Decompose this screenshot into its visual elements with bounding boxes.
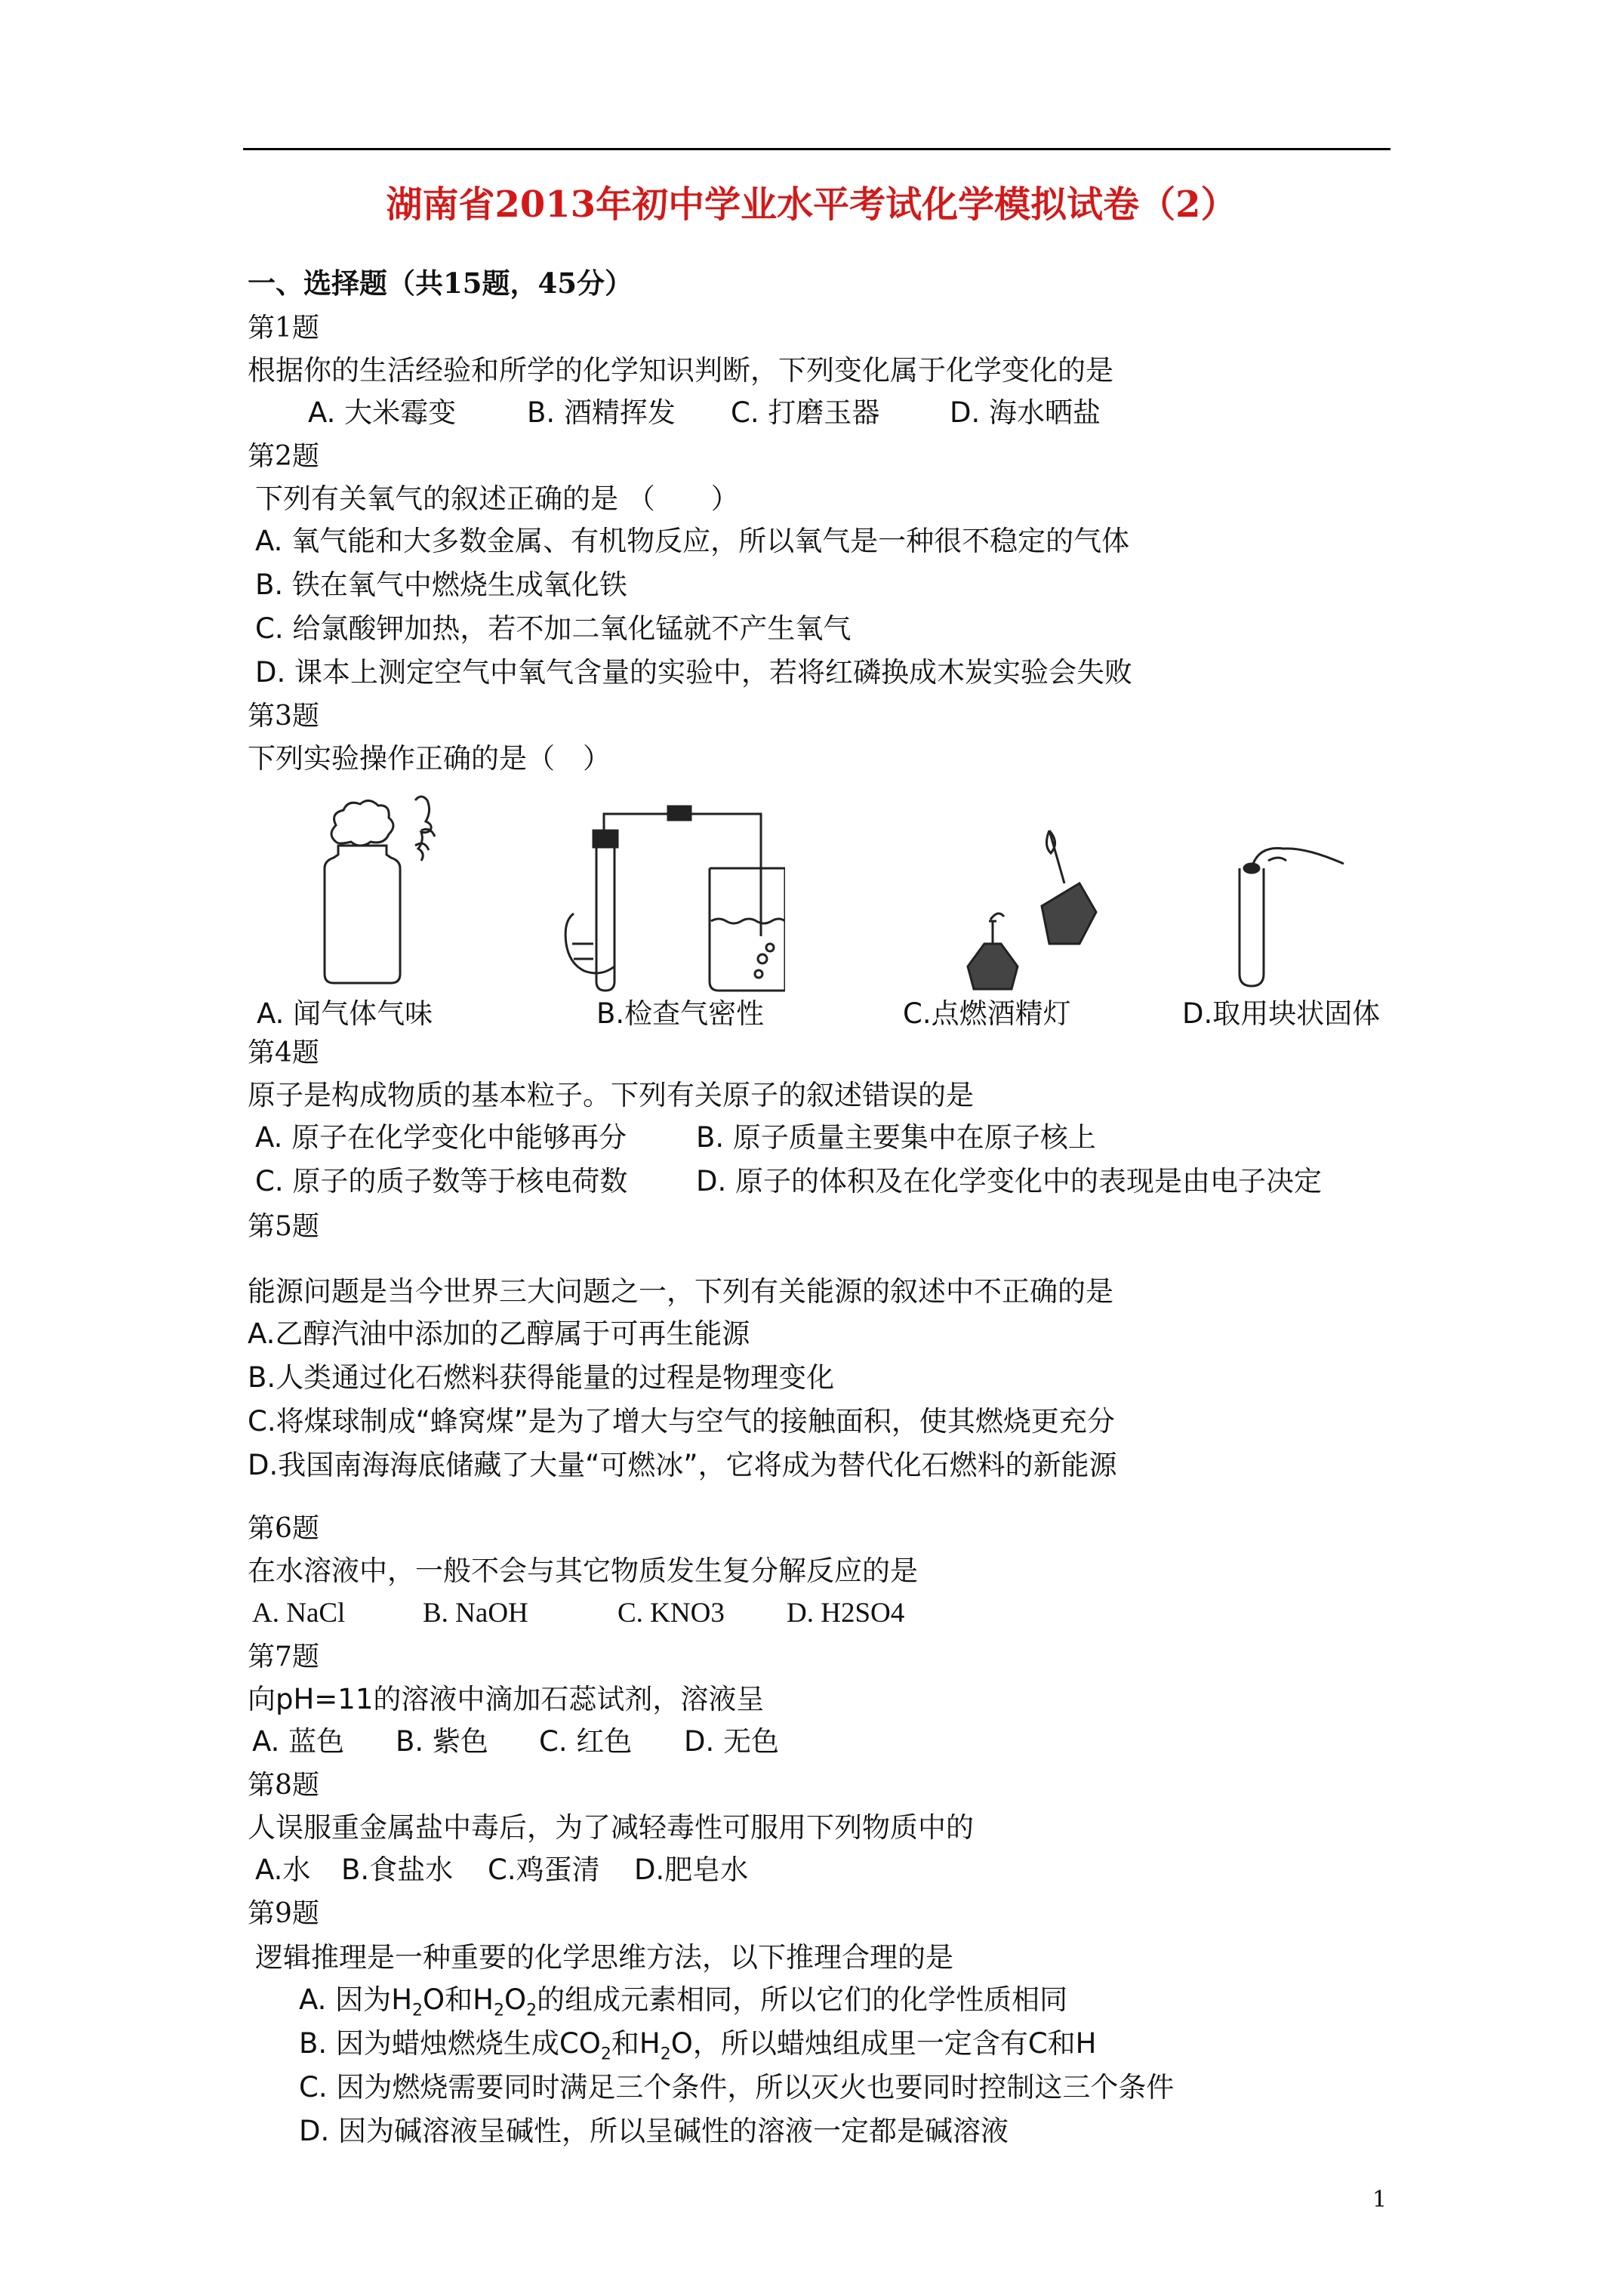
question-label: 第1题: [248, 313, 319, 344]
option: A.水: [255, 1854, 311, 1886]
option: D. H2SO4: [787, 1598, 905, 1629]
figure-caption: A. 闻气体气味: [257, 997, 433, 1030]
option: D. 因为碱溶液呈碱性，所以呈碱性的溶液一定都是碱溶液: [299, 2115, 1009, 2147]
question-stem: 根据你的生活经验和所学的化学知识判断，下列变化属于化学变化的是: [248, 354, 1113, 387]
question-stem: 下列有关氧气的叙述正确的是 （ ）: [255, 482, 739, 515]
option: D. 课本上测定空气中氧气含量的实验中，若将红磷换成木炭实验会失败: [255, 656, 1133, 689]
question-label: 第9题: [248, 1898, 319, 1929]
option: C. 因为燃烧需要同时满足三个条件，所以灭火也要同时控制这三个条件: [299, 2071, 1175, 2103]
option: C.鸡蛋清: [488, 1854, 600, 1886]
option: A. 原子在化学变化中能够再分: [255, 1121, 627, 1154]
figure-caption: B.检查气密性: [596, 997, 765, 1030]
option: A. 因为$H_2O$和$H_2O_2$的组成元素相同，所以它们的化学性质相同: [299, 1983, 1068, 2020]
section-heading: 一、选择题（共15题，45分）: [248, 267, 633, 300]
question-label: 第3题: [248, 701, 319, 732]
option: C. 红色: [539, 1725, 633, 1758]
block-solid-figure: [1223, 838, 1351, 997]
question-stem: 下列实验操作正确的是（ ）: [248, 742, 611, 775]
option: C.将煤球制成“蜂窝煤”是为了增大与空气的接触面积，使其燃烧更充分: [248, 1405, 1115, 1438]
option: D. 无色: [684, 1725, 780, 1758]
option: B. 酒精挥发: [527, 396, 676, 429]
question-stem: 原子是构成物质的基本粒子。下列有关原子的叙述错误的是: [248, 1079, 974, 1111]
figure-caption: D.取用块状固体: [1182, 997, 1381, 1030]
option: C. KNO3: [617, 1598, 725, 1629]
option: C. 原子的质子数等于核电荷数: [255, 1165, 628, 1197]
question-stem: 人误服重金属盐中毒后，为了减轻毒性可服用下列物质中的: [248, 1811, 974, 1844]
question-label: 第2题: [248, 441, 319, 472]
option: A. 氧气能和大多数金属、有机物反应，所以氧气是一种很不稳定的气体: [255, 525, 1130, 557]
option: B. 因为蜡烛燃烧生成$CO_2$和$H_2O$，所以蜡烛组成里一定含有C和H: [299, 2027, 1097, 2064]
option: C. 给氯酸钾加热，若不加二氧化锰就不产生氧气: [255, 612, 852, 645]
question-label: 第6题: [248, 1513, 319, 1544]
question-stem: 向pH=11的溶液中滴加石蕊试剂，溶液呈: [248, 1683, 765, 1715]
figure-caption: C.点燃酒精灯: [903, 997, 1071, 1030]
page-title: 湖南省2013年初中学业水平考试化学模拟试卷（2）: [386, 183, 1237, 226]
option: D.我国南海海底储藏了大量“可燃冰”，它将成为替代化石燃料的新能源: [248, 1449, 1117, 1481]
question-label: 第8题: [248, 1770, 319, 1801]
question-label: 第5题: [248, 1211, 319, 1242]
option: B.人类通过化石燃料获得能量的过程是物理变化: [248, 1361, 835, 1394]
option: A. 大米霉变: [308, 396, 457, 429]
option: D.肥皂水: [634, 1854, 749, 1886]
question-label: 第4题: [248, 1037, 319, 1068]
airtightness-figure: [544, 793, 785, 997]
option: B. 原子质量主要集中在原子核上: [696, 1121, 1096, 1154]
option: B. 紫色: [396, 1725, 488, 1758]
option: B. NaOH: [423, 1598, 528, 1629]
header-rule: [243, 148, 1390, 150]
option: D. 原子的体积及在化学变化中的表现是由电子决定: [696, 1165, 1323, 1197]
question-stem: 能源问题是当今世界三大问题之一，下列有关能源的叙述中不正确的是: [248, 1275, 1113, 1308]
option: A. 蓝色: [252, 1725, 345, 1758]
page-number: 1: [1372, 2187, 1387, 2213]
option: A.乙醇汽油中添加的乙醇属于可再生能源: [248, 1318, 750, 1350]
option: B.食盐水: [341, 1854, 454, 1886]
option: B. 铁在氧气中燃烧生成氧化铁: [255, 569, 627, 601]
alcohol-lamp-figure: [959, 823, 1102, 997]
option: C. 打磨玉器: [731, 396, 880, 429]
question-label: 第7题: [248, 1641, 319, 1672]
smell-gas-figure: [302, 785, 453, 989]
option: A. NaCl: [252, 1598, 346, 1629]
question-stem: 逻辑推理是一种重要的化学思维方法，以下推理合理的是: [255, 1941, 953, 1974]
option: D. 海水晒盐: [950, 396, 1101, 429]
question-stem: 在水溶液中，一般不会与其它物质发生复分解反应的是: [248, 1555, 918, 1587]
